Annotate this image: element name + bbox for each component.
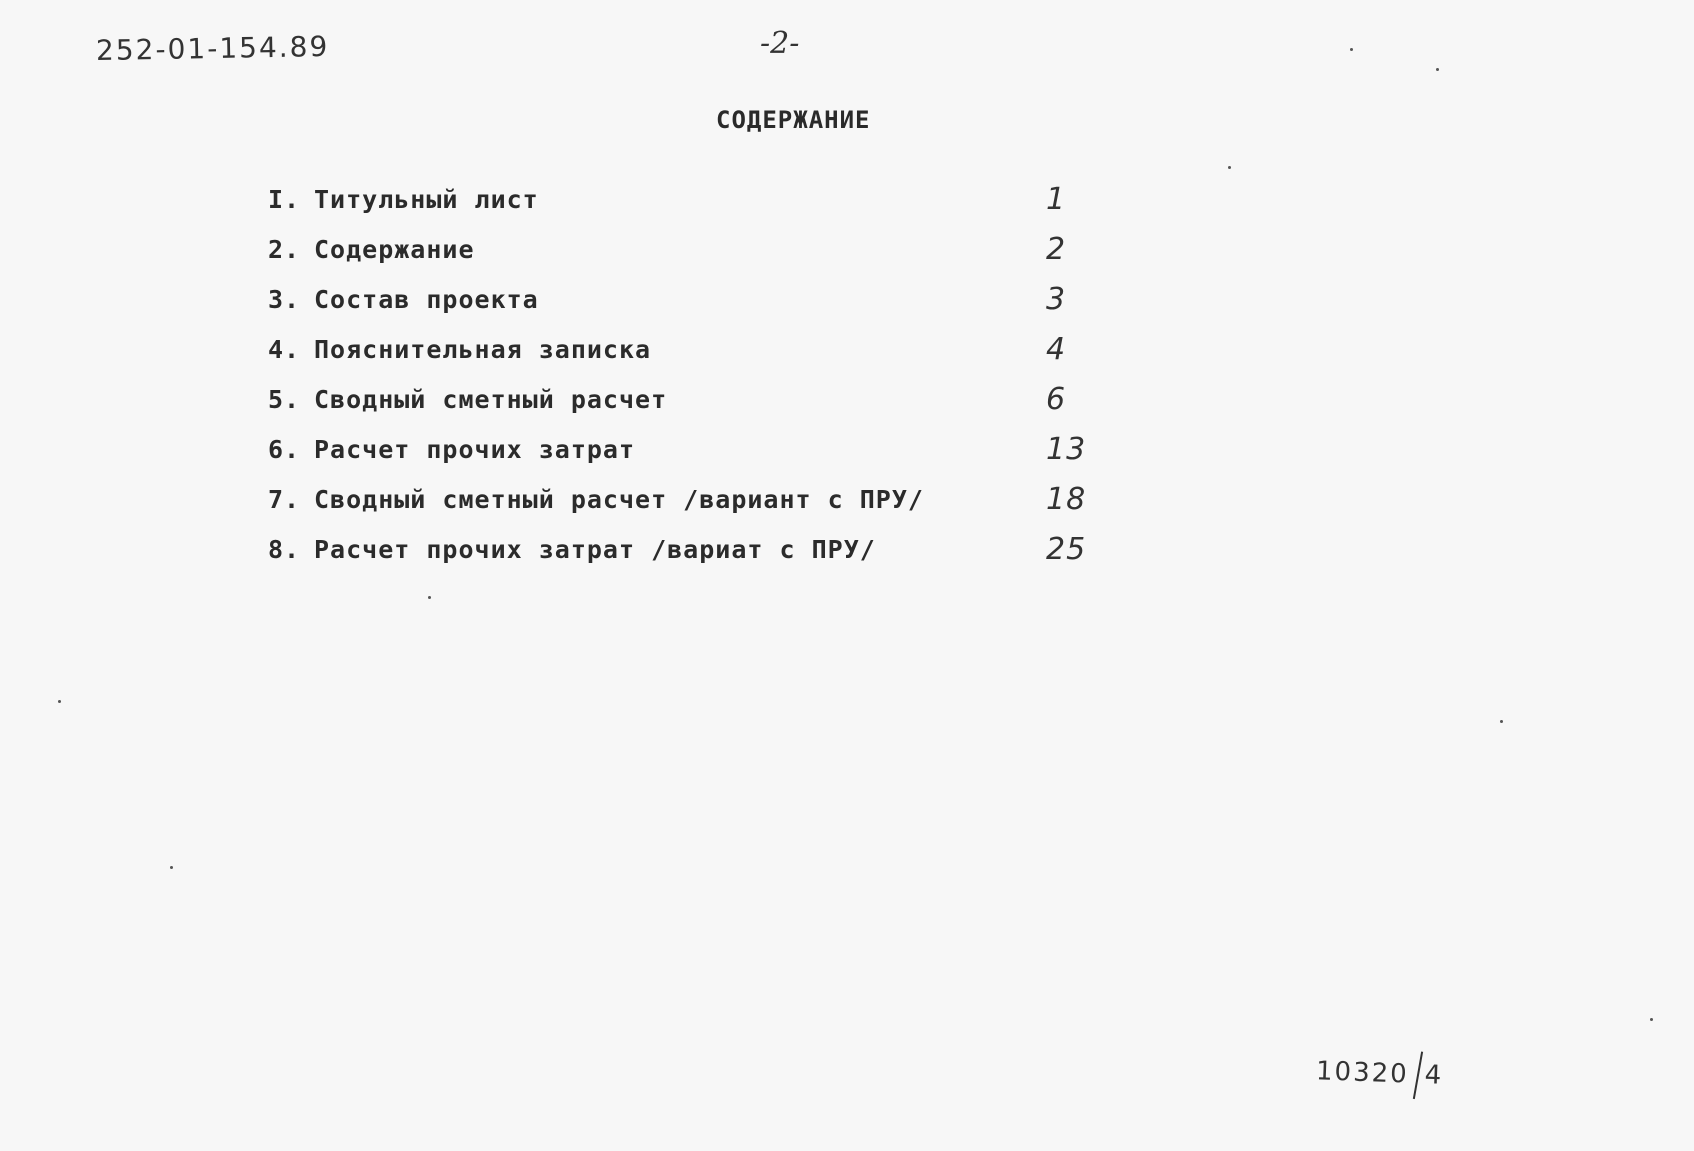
toc-item-title: Сводный сметный расчет /вариант с ПРУ/ [314, 485, 924, 514]
toc-item-number: 7. [268, 485, 301, 514]
toc-item-page: 18 [1046, 482, 1087, 517]
toc-row [268, 430, 1128, 480]
toc-item-number: 3. [268, 285, 301, 314]
table-of-contents [268, 180, 1128, 580]
toc-item-number: 2. [268, 235, 301, 264]
scan-speck [58, 700, 61, 703]
scan-speck [1436, 68, 1439, 71]
toc-row [268, 330, 1128, 380]
toc-item-title: Расчет прочих затрат [314, 435, 636, 464]
scan-speck [1650, 1018, 1653, 1021]
toc-item-number: 6. [268, 435, 301, 464]
toc-item-page: 6 [1046, 382, 1067, 417]
toc-row [268, 380, 1128, 430]
toc-item-title: Состав проекта [314, 285, 539, 314]
archive-number-suffix: 4 [1424, 1060, 1444, 1091]
toc-item-number: I. [268, 185, 301, 214]
divider [1413, 1052, 1423, 1100]
archive-number-main: 10320 [1315, 1056, 1410, 1090]
scan-speck [1500, 720, 1503, 723]
page-title: СОДЕРЖАНИЕ [716, 106, 871, 134]
toc-item-page: 1 [1046, 182, 1067, 217]
toc-item-title: Расчет прочих затрат /вариат с ПРУ/ [314, 535, 876, 564]
toc-item-page: 2 [1046, 232, 1067, 267]
toc-row [268, 530, 1128, 580]
toc-item-page: 3 [1046, 282, 1067, 317]
toc-item-number: 8. [268, 535, 301, 564]
page-number: -2- [760, 26, 800, 61]
toc-row [268, 480, 1128, 530]
scan-speck [170, 866, 173, 869]
toc-item-page: 25 [1046, 532, 1087, 567]
toc-row [268, 280, 1128, 330]
toc-row [268, 180, 1128, 230]
scan-speck [1350, 48, 1353, 51]
toc-row [268, 230, 1128, 280]
scan-speck [1228, 166, 1231, 169]
scan-speck [428, 596, 431, 599]
toc-item-title: Сводный сметный расчет [314, 385, 668, 414]
toc-item-page: 4 [1046, 332, 1067, 367]
toc-item-title: Титульный лист [314, 185, 539, 214]
toc-item-title: Содержание [314, 235, 475, 264]
toc-item-number: 4. [268, 335, 301, 364]
archive-number [1315, 1048, 1444, 1100]
document-code: 252-01-154.89 [95, 29, 330, 68]
toc-item-page: 13 [1046, 432, 1087, 467]
toc-item-number: 5. [268, 385, 301, 414]
toc-item-title: Пояснительная записка [314, 335, 652, 364]
